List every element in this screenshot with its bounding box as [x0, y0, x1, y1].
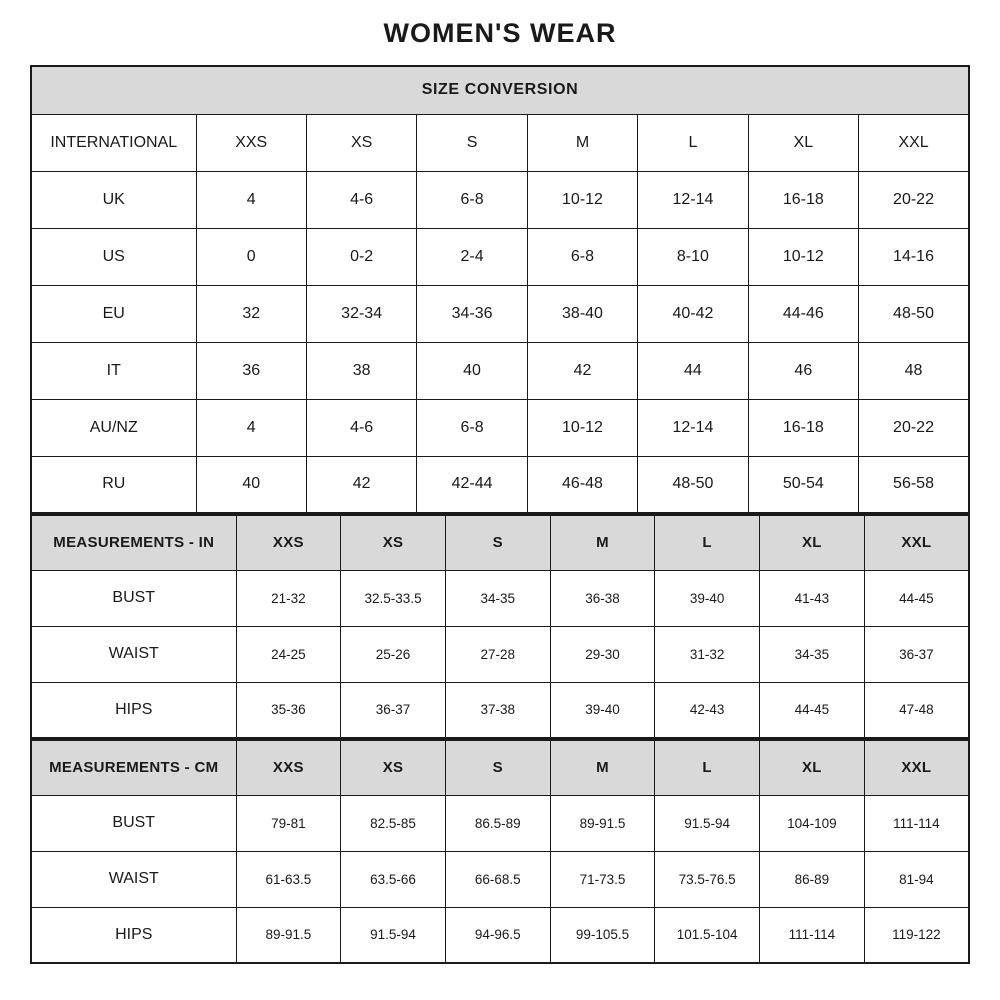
row-label-cell: BUST [31, 570, 236, 626]
table-header-row [31, 740, 969, 795]
size-cell: 32 [196, 285, 306, 342]
size-header-cell: L [638, 114, 748, 171]
measure-cell: 66-68.5 [445, 851, 550, 907]
table-row [31, 399, 969, 456]
table-row [31, 682, 969, 738]
size-cell: 38-40 [527, 285, 637, 342]
row-label-cell: UK [31, 171, 196, 228]
measure-cell: 29-30 [550, 626, 655, 682]
size-cell: 14-16 [859, 228, 969, 285]
table-row [31, 907, 969, 963]
table-row [31, 795, 969, 851]
row-label-cell: HIPS [31, 682, 236, 738]
measure-cell: 32.5-33.5 [341, 570, 446, 626]
size-header-cell: L [655, 740, 760, 795]
size-header-cell: XXL [859, 114, 969, 171]
row-label-cell: INTERNATIONAL [31, 114, 196, 171]
size-cell: 56-58 [859, 456, 969, 513]
size-header-cell: S [445, 515, 550, 570]
table-row [31, 456, 969, 513]
size-header-cell: S [417, 114, 527, 171]
measure-cell: 73.5-76.5 [655, 851, 760, 907]
size-cell: 4 [196, 399, 306, 456]
size-cell: 20-22 [859, 399, 969, 456]
measure-cell: 71-73.5 [550, 851, 655, 907]
measure-cell: 34-35 [445, 570, 550, 626]
measure-cell: 44-45 [864, 570, 969, 626]
row-label-cell: WAIST [31, 851, 236, 907]
measure-cell: 41-43 [760, 570, 865, 626]
size-cell: 4-6 [306, 399, 416, 456]
size-header-cell: XS [341, 740, 446, 795]
size-cell: 16-18 [748, 399, 858, 456]
measure-cell: 91.5-94 [341, 907, 446, 963]
size-conversion-table [30, 65, 970, 514]
row-label-cell: WAIST [31, 626, 236, 682]
measure-cell: 82.5-85 [341, 795, 446, 851]
measure-cell: 61-63.5 [236, 851, 341, 907]
size-cell: 16-18 [748, 171, 858, 228]
size-cell: 0 [196, 228, 306, 285]
size-cell: 4 [196, 171, 306, 228]
measure-cell: 34-35 [760, 626, 865, 682]
size-header-cell: XS [341, 515, 446, 570]
measure-cell: 81-94 [864, 851, 969, 907]
table-row [31, 285, 969, 342]
measure-cell: 44-45 [760, 682, 865, 738]
measure-cell: 36-38 [550, 570, 655, 626]
measurements-cm-heading: MEASUREMENTS - CM [31, 740, 236, 795]
table-header-row [31, 114, 969, 171]
measure-cell: 94-96.5 [445, 907, 550, 963]
size-cell: 6-8 [417, 399, 527, 456]
size-header-cell: XXS [236, 515, 341, 570]
row-label-cell: EU [31, 285, 196, 342]
measure-cell: 24-25 [236, 626, 341, 682]
size-cell: 4-6 [306, 171, 416, 228]
table-banner-row [31, 66, 969, 114]
measure-cell: 86-89 [760, 851, 865, 907]
row-label-cell: BUST [31, 795, 236, 851]
measure-cell: 101.5-104 [655, 907, 760, 963]
size-cell: 42 [306, 456, 416, 513]
size-cell: 6-8 [527, 228, 637, 285]
table-row [31, 342, 969, 399]
size-header-cell: XXS [236, 740, 341, 795]
measure-cell: 42-43 [655, 682, 760, 738]
size-cell: 40 [417, 342, 527, 399]
size-header-cell: XXL [864, 740, 969, 795]
size-cell: 8-10 [638, 228, 748, 285]
size-cell: 10-12 [527, 171, 637, 228]
table-row [31, 171, 969, 228]
row-label-cell: RU [31, 456, 196, 513]
size-cell: 0-2 [306, 228, 416, 285]
measure-cell: 35-36 [236, 682, 341, 738]
size-header-cell: XL [760, 740, 865, 795]
measure-cell: 39-40 [550, 682, 655, 738]
size-cell: 12-14 [638, 399, 748, 456]
size-header-cell: XXL [864, 515, 969, 570]
measure-cell: 37-38 [445, 682, 550, 738]
measure-cell: 39-40 [655, 570, 760, 626]
row-label-cell: HIPS [31, 907, 236, 963]
measure-cell: 119-122 [864, 907, 969, 963]
size-cell: 12-14 [638, 171, 748, 228]
measure-cell: 31-32 [655, 626, 760, 682]
measure-cell: 27-28 [445, 626, 550, 682]
size-cell: 48-50 [638, 456, 748, 513]
measurements-in-table [30, 514, 970, 739]
size-cell: 2-4 [417, 228, 527, 285]
size-header-cell: XXS [196, 114, 306, 171]
size-cell: 48-50 [859, 285, 969, 342]
measure-cell: 89-91.5 [550, 795, 655, 851]
size-cell: 42-44 [417, 456, 527, 513]
measure-cell: 47-48 [864, 682, 969, 738]
table-row [31, 626, 969, 682]
size-cell: 48 [859, 342, 969, 399]
measure-cell: 79-81 [236, 795, 341, 851]
size-cell: 44-46 [748, 285, 858, 342]
size-cell: 32-34 [306, 285, 416, 342]
row-label-cell: US [31, 228, 196, 285]
size-conversion-heading: SIZE CONVERSION [31, 66, 969, 114]
size-cell: 36 [196, 342, 306, 399]
measure-cell: 89-91.5 [236, 907, 341, 963]
size-cell: 10-12 [527, 399, 637, 456]
size-cell: 46-48 [527, 456, 637, 513]
size-cell: 44 [638, 342, 748, 399]
measurements-in-heading: MEASUREMENTS - IN [31, 515, 236, 570]
table-row [31, 570, 969, 626]
size-header-cell: S [445, 740, 550, 795]
size-cell: 40 [196, 456, 306, 513]
page-title: WOMEN'S WEAR [383, 18, 617, 48]
size-cell: 34-36 [417, 285, 527, 342]
row-label-cell: IT [31, 342, 196, 399]
size-header-cell: XS [306, 114, 416, 171]
size-cell: 10-12 [748, 228, 858, 285]
measure-cell: 36-37 [341, 682, 446, 738]
table-row [31, 851, 969, 907]
size-cell: 38 [306, 342, 416, 399]
table-row [31, 228, 969, 285]
measure-cell: 104-109 [760, 795, 865, 851]
measure-cell: 36-37 [864, 626, 969, 682]
measurements-cm-table [30, 739, 970, 964]
table-header-row [31, 515, 969, 570]
measure-cell: 111-114 [864, 795, 969, 851]
size-header-cell: M [527, 114, 637, 171]
row-label-cell: AU/NZ [31, 399, 196, 456]
measure-cell: 25-26 [341, 626, 446, 682]
measure-cell: 99-105.5 [550, 907, 655, 963]
size-header-cell: L [655, 515, 760, 570]
size-cell: 6-8 [417, 171, 527, 228]
size-cell: 46 [748, 342, 858, 399]
measure-cell: 21-32 [236, 570, 341, 626]
size-cell: 20-22 [859, 171, 969, 228]
size-header-cell: XL [748, 114, 858, 171]
measure-cell: 91.5-94 [655, 795, 760, 851]
size-header-cell: M [550, 740, 655, 795]
size-cell: 50-54 [748, 456, 858, 513]
size-cell: 42 [527, 342, 637, 399]
measure-cell: 111-114 [760, 907, 865, 963]
size-header-cell: M [550, 515, 655, 570]
size-cell: 40-42 [638, 285, 748, 342]
measure-cell: 63.5-66 [341, 851, 446, 907]
measure-cell: 86.5-89 [445, 795, 550, 851]
size-header-cell: XL [760, 515, 865, 570]
